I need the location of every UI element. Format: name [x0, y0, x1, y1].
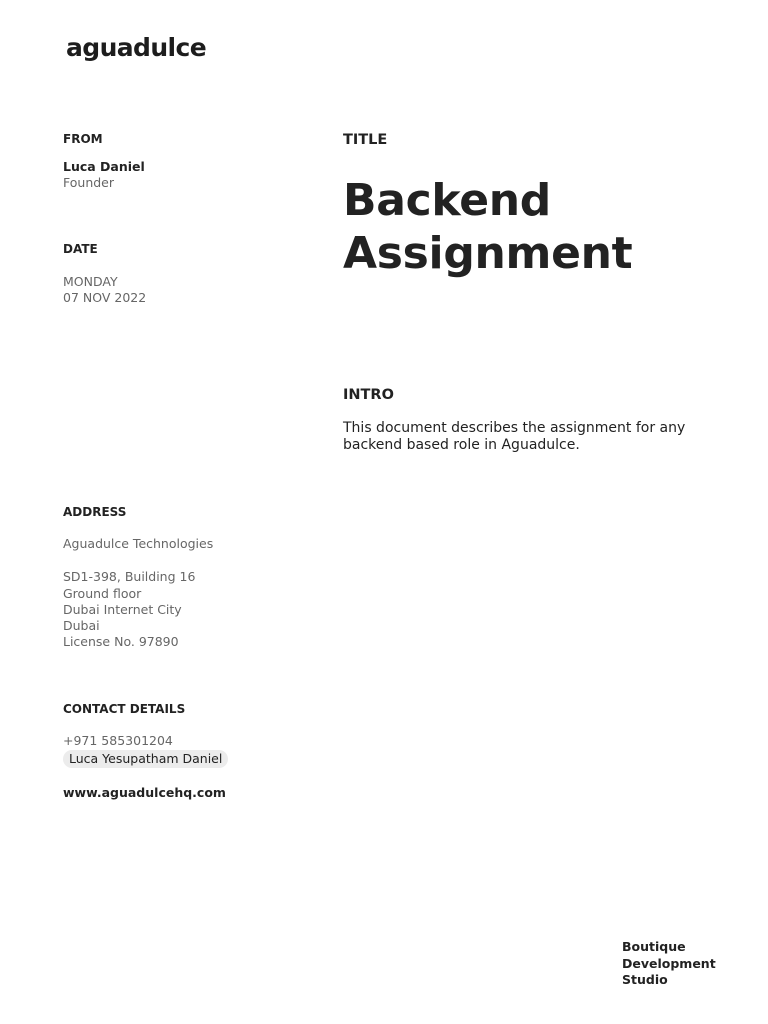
website-link[interactable]: www.aguadulcehq.com [63, 785, 226, 800]
contact-person-chip[interactable]: Luca Yesupatham Daniel [63, 750, 228, 768]
intro-body: This document describes the assignment for any backend based role in Aguadulce. [343, 420, 686, 453]
address-line: Ground floor [63, 585, 142, 601]
from-role: Founder [63, 175, 115, 190]
address-company: Aguadulce Technologies [63, 536, 214, 551]
from-label: FROM [63, 132, 103, 146]
address-line: License No. 97890 [63, 634, 179, 649]
brand-logo: aguadulce [66, 33, 207, 62]
studio-tagline [622, 939, 716, 989]
address-label: ADDRESS [63, 505, 127, 519]
document-title-line-1: Backend [343, 175, 551, 226]
date-label: DATE [63, 242, 98, 256]
address-line: SD1-398, Building 16 [63, 569, 196, 584]
tagline-line: Studio [622, 972, 668, 987]
intro-label: INTRO [343, 387, 394, 403]
tagline-line: Development [622, 955, 716, 971]
date-day: MONDAY [63, 274, 118, 289]
address-line: Dubai [63, 618, 100, 633]
title-label: TITLE [343, 132, 388, 148]
from-name: Luca Daniel [63, 159, 145, 174]
date-value: 07 NOV 2022 [63, 290, 147, 305]
document-title [343, 174, 632, 280]
address-line: Dubai Internet City [63, 602, 182, 617]
tagline-line: Boutique [622, 939, 686, 954]
contact-phone: +971 585301204 [63, 733, 173, 748]
contact-label: CONTACT DETAILS [63, 702, 186, 716]
document-title-line-2: Assignment [343, 228, 633, 279]
